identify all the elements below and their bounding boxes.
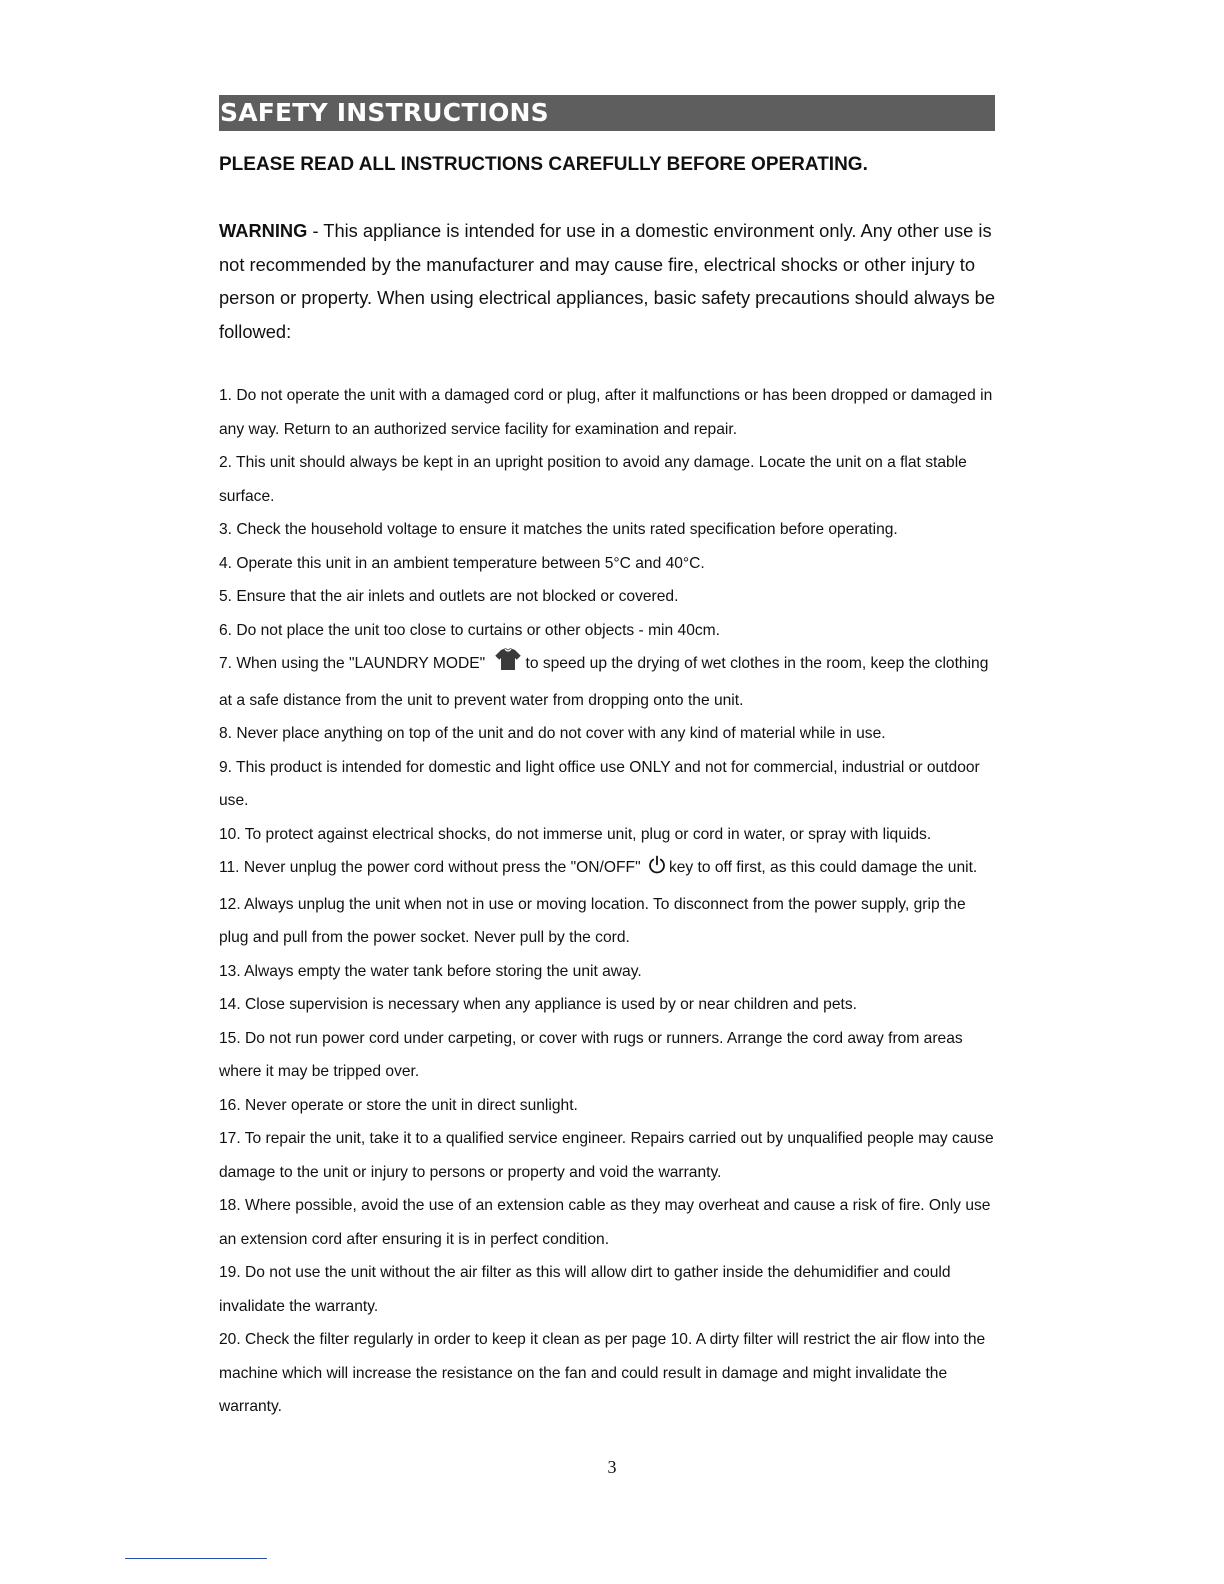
instruction-item: 6. Do not place the unit too close to curtains or other objects - min 40cm. (219, 621, 720, 639)
instruction-item: 20. Check the filter regularly in order to keep it clean as per page 10. A dirty filter will restrict the air flow into the machine which will increase the resistance on the fan and could result in damage and might invalidate the warranty. (219, 1331, 986, 1415)
section-title-banner: SAFETY INSTRUCTIONS (219, 95, 995, 131)
power-icon (647, 854, 667, 888)
instruction-item: 17. To repair the unit, take it to a qualified service engineer. Repairs carried out by unqualified people may cause damage to the unit or injury to persons or property and void the warranty. (219, 1130, 994, 1181)
instruction-item: 18. Where possible, avoid the use of an extension cable as they may overheat and cause a risk of fire. Only use an extension cord after ensuring it is in perfect condition. (219, 1197, 991, 1248)
instruction-text: key to off first, as this could damage the unit. (668, 859, 978, 876)
instruction-item: 15. Do not run power cord under carpeting, or cover with rugs or runners. Arrange the cord away from areas where it may be tripped over. (219, 1029, 963, 1080)
instruction-item: 10. To protect against electrical shocks, do not immerse unit, plug or cord in water, or spray with liquids. (219, 825, 932, 843)
instruction-item: 4. Operate this unit in an ambient temperature between 5°C and 40°C. (219, 554, 705, 572)
instruction-list (219, 379, 995, 1424)
instruction-text: to speed up the drying of wet clothes in the room, keep the clothing at a safe distance from the unit to prevent water from dropping onto the unit. (219, 655, 989, 709)
instruction-item: 5. Ensure that the air inlets and outlets are not blocked or covered. (219, 588, 679, 605)
instruction-item: 14. Close supervision is necessary when any appliance is used by or near children and pets. (219, 996, 857, 1013)
laundry-shirt-icon (492, 647, 524, 684)
instruction-item: 8. Never place anything on top of the unit and do not cover with any kind of material while in use. (219, 725, 886, 742)
instruction-item: 2. This unit should always be kept in an upright position to avoid any damage. Locate the unit on a flat stable surface. (219, 454, 967, 505)
warning-paragraph (219, 214, 995, 348)
footnote-divider (125, 1558, 267, 1559)
instruction-item: 9. This product is intended for domestic and light office use ONLY and not for commercial, industrial or outdoor use. (219, 758, 980, 809)
instruction-text: 11. Never unplug the power cord without press the "ON/OFF" (219, 859, 645, 876)
instruction-item: 19. Do not use the unit without the air filter as this will allow dirt to gather inside the dehumidifier and could invalidate the warranty. (219, 1264, 951, 1315)
warning-label: WARNING (219, 220, 308, 241)
warning-text: - This appliance is intended for use in a domestic environment only. Any other use is not recommended by the manufacturer and may cause fire, electrical shocks or other injury to person or property. When using electrical appliances, basic safety precautions should always be followed: (219, 220, 996, 342)
read-instructions-heading: PLEASE READ ALL INSTRUCTIONS CAREFULLY BEFORE OPERATING. (219, 154, 868, 175)
instruction-text: 7. When using the "LAUNDRY MODE" (219, 655, 490, 672)
page-number: 3 (607, 1457, 617, 1477)
instruction-item: 16. Never operate or store the unit in direct sunlight. (219, 1096, 578, 1114)
instruction-item: 13. Always empty the water tank before storing the unit away. (219, 962, 642, 980)
instruction-item: 12. Always unplug the unit when not in use or moving location. To disconnect from the power supply, grip the plug and pull from the power socket. Never pull by the cord. (219, 895, 966, 946)
instruction-item: 1. Do not operate the unit with a damaged cord or plug, after it malfunctions or has been dropped or damaged in any way. Return to an authorized service facility for examination and repair. (219, 387, 993, 438)
instruction-item: 3. Check the household voltage to ensure it matches the units rated specification before operating. (219, 521, 898, 538)
instruction-item-laundry-mode (219, 647, 995, 717)
instruction-item-on-off (219, 851, 995, 888)
safety-instructions-section (219, 95, 995, 1424)
